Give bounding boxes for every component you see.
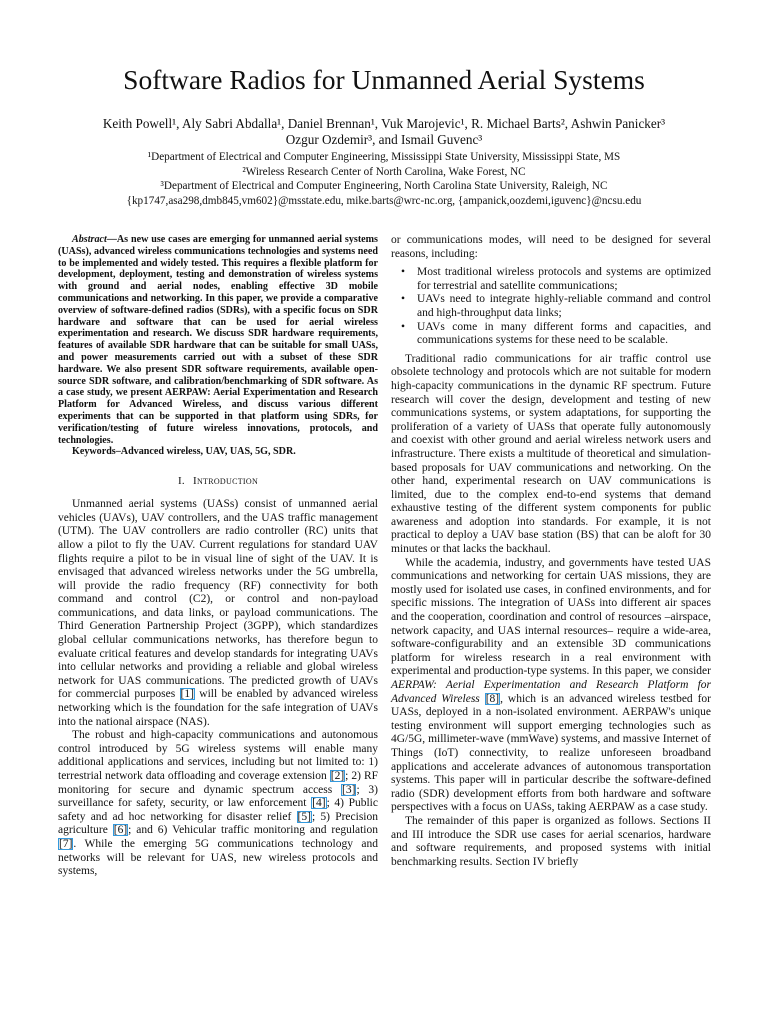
citation-link[interactable]: [8]	[485, 692, 500, 705]
intro-paragraph-5: The remainder of this paper is organized as follows. Sections II and III introduce the SDR use cases for aerial scenarios, hardware and software requirements, and proposed systems with initial benchmarking results. Section IV briefly	[391, 814, 711, 868]
citation-link[interactable]: [7]	[59, 837, 73, 850]
text-run: ; 4) Public safety and ad hoc networking for disaster relief	[58, 797, 378, 823]
intro-paragraph-3: Traditional radio communications for air traffic control use obsolete technology and protocols which are not suitable for modern high-capacity communications in the dynamic RF spectrum. Future research will cover the design, development and testing of new communications systems, or system adaptations, for supporting the proliferation of a variety of UASs that operate fully autonomously and coexist with other ground and aerial wireless network users and infrastructure. There exists a multitude of theoretical and simulation-based proposals for UAV communications and networking. On the other hand, experimental research on UAV communications is limited, due to the complex end-to-end systems that demand exhaustive testing of the different system components for public awareness and adoption into standards. For example, it is not practical to deploy a UAV base station (BS) that can be aloft for 30 minutes or that lacks the backhaul.	[391, 352, 711, 556]
reasons-intro: or communications modes, will need to be designed for several reasons, including:	[391, 234, 711, 260]
intro-paragraph-1	[58, 498, 378, 729]
affiliation-1: ¹Department of Electrical and Computer Engineering, Mississippi State University, Mississippi State, MS	[147, 151, 621, 163]
section-title: Introduction	[192, 475, 259, 488]
text-run: Unmanned aerial systems (UASs) consist of unmanned aerial vehicles (UAVs), UAV controllers, and the UAS traffic management (UTM). The UAV controllers are radio controller (RC) units that allow a pilot to fly the UAV. Current regulations for standard UAV flights require a pilot to be in visual line of sight of the UAV. It is envisaged that advanced wireless networks under the 5G umbrella, will provide the radio frequency (RF) connectivity for both command and control (C2), or control and non-payload communications, and data links, or payload communications. The Third Generation Partnership Project (3GPP), which standardizes global cellular communications networks, has therefore begun to evaluate critical features and develop standards for integrating UAVs into cellular networks and providing a reliable and global wireless network for UAS communications. The predicted growth of UAVs for commercial purposes	[58, 498, 378, 701]
author-emails: {kp1747,asa298,dmb845,vm602}@msstate.edu, mike.barts@wrc-nc.org, {ampanick,oozdemi,iguvenc}@ncsu.edu	[126, 194, 642, 207]
affiliations	[0, 150, 768, 208]
keywords: Keywords–Advanced wireless, UAV, UAS, 5G, SDR.	[72, 446, 296, 458]
list-item: • UAVs come in many different forms and capacities, and communications systems for these need to be scalable.	[417, 321, 711, 348]
aerpaw-name: AERPAW: Aerial Experimentation and Research Platform for Advanced Wireless	[391, 679, 711, 705]
text-run: ; and 6) Vehicular traffic monitoring and regulation	[128, 824, 379, 837]
text-run: While the academia, industry, and governments have tested UAS communications and networking for certain UAS missions, they are mostly used for isolated use cases, in confined environments, and for specific missions. The integration of UASs into different air spaces and the cooperation, coordination and control of resources –airspace, network capacity, and UAS internal resources– require a wide-area, software-configurability and an extensible 3D communications platform for wireless research in a real environment with experimental and production-type systems. In this paper, we consider	[391, 556, 711, 678]
citation-link[interactable]: [1]	[180, 688, 194, 701]
authors-line-1: Keith Powell¹, Aly Sabri Abdalla¹, Daniel Brennan¹, Vuk Marojevic¹, R. Michael Barts², Ashwin Panicker³	[102, 116, 666, 131]
left-column	[58, 234, 378, 879]
citation-link[interactable]: [4]	[312, 797, 326, 810]
citation-link[interactable]: [3]	[342, 783, 356, 796]
abstract-label: Abstract	[72, 234, 107, 245]
citation-link[interactable]: [5]	[297, 810, 311, 823]
affiliation-3: ³Department of Electrical and Computer Engineering, North Carolina State University, Raleigh, NC	[160, 180, 608, 192]
text-run: The robust and high-capacity communications and autonomous control introduced by 5G wireless systems will enable many additional applications and services, including but not limited to: 1) terrestrial network data offloading and coverage extension	[58, 729, 378, 783]
right-column	[391, 234, 711, 869]
text-run: ; 2) RF monitoring for secure and dynamic spectrum access	[58, 770, 379, 796]
reasons-list	[391, 266, 711, 348]
intro-paragraph-2	[58, 729, 378, 879]
citation-link[interactable]: [2]	[330, 770, 345, 783]
intro-paragraph-4	[391, 557, 711, 815]
abstract-text: —As new use cases are emerging for unmanned aerial systems (UASs), advanced wireless communications technologies and systems need to be implemented and widely tested. This requires a flexible platform for development, deployment, testing and demonstration of wireless systems with ground and aerial nodes, enabling effective 3D mobile communications and networking. In this paper, we provide a comparative overview of software-defined radios (SDRs), with a specific focus on SDR hardware and software that can be used for aerial wireless experimentation and research. We discuss SDR hardware requirements, features of available SDR hardware that can be suitable for small UASs, and power measurements carried out with a subset of these SDR hardware. We also present SDR software requirements, available open-source SDR software, and calibration/benchmarking of SDR software. As a case study, we present AERPAW: Aerial Experimentation and Research Platform for Advanced Wireless, and discuss various different experiments that can be supported in that platform using SDRs, for verification/testing of future wireless innovations, protocols, and technologies.	[58, 234, 378, 446]
authors-line-2: Ozgur Ozdemir³, and Ismail Guvenc³	[285, 132, 483, 147]
section-heading-introduction	[58, 475, 378, 487]
list-item: • Most traditional wireless protocols and systems are optimized for terrestrial and satellite communications;	[417, 266, 711, 293]
section-number: I.	[177, 475, 185, 488]
list-item: • UAVs need to integrate highly-reliable command and control and high-throughput data links;	[417, 293, 711, 320]
text-run: . While the emerging 5G communications technology and networks will be relevant for UAS, new wireless protocols and systems,	[58, 837, 378, 878]
paper-title: Software Radios for Unmanned Aerial Systems	[123, 64, 645, 95]
abstract	[58, 234, 378, 446]
text-run: will be enabled by advanced wireless networking which is the foundation for the safe integration of UAVs into the national airspace (NAS).	[58, 688, 378, 728]
affiliation-2: ²Wireless Research Center of North Carolina, Wake Forest, NC	[242, 165, 526, 178]
text-run: ; 5) Precision agriculture	[58, 810, 379, 837]
citation-link[interactable]: [6]	[113, 824, 128, 837]
text-run: ; 3) surveillance for safety, security, or law enforcement	[58, 783, 378, 810]
text-run: , which is an advanced wireless testbed for UASs, deployed in a non-isolated environment. AERPAW's unique testing environment will support emerging technologies such as 4G/5G, millimeter-wave (mmWave) systems, and massive Internet of Things (IoT) connectivity, to realize unforeseen broadband applications and accelerate advances of autonomous transportation systems. This paper will in particular describe the software-defined radio (SDR) development efforts from both hardware and software perspectives with a focus on UASs, taking AERPAW as a case study.	[391, 692, 711, 814]
author-list	[0, 116, 768, 148]
